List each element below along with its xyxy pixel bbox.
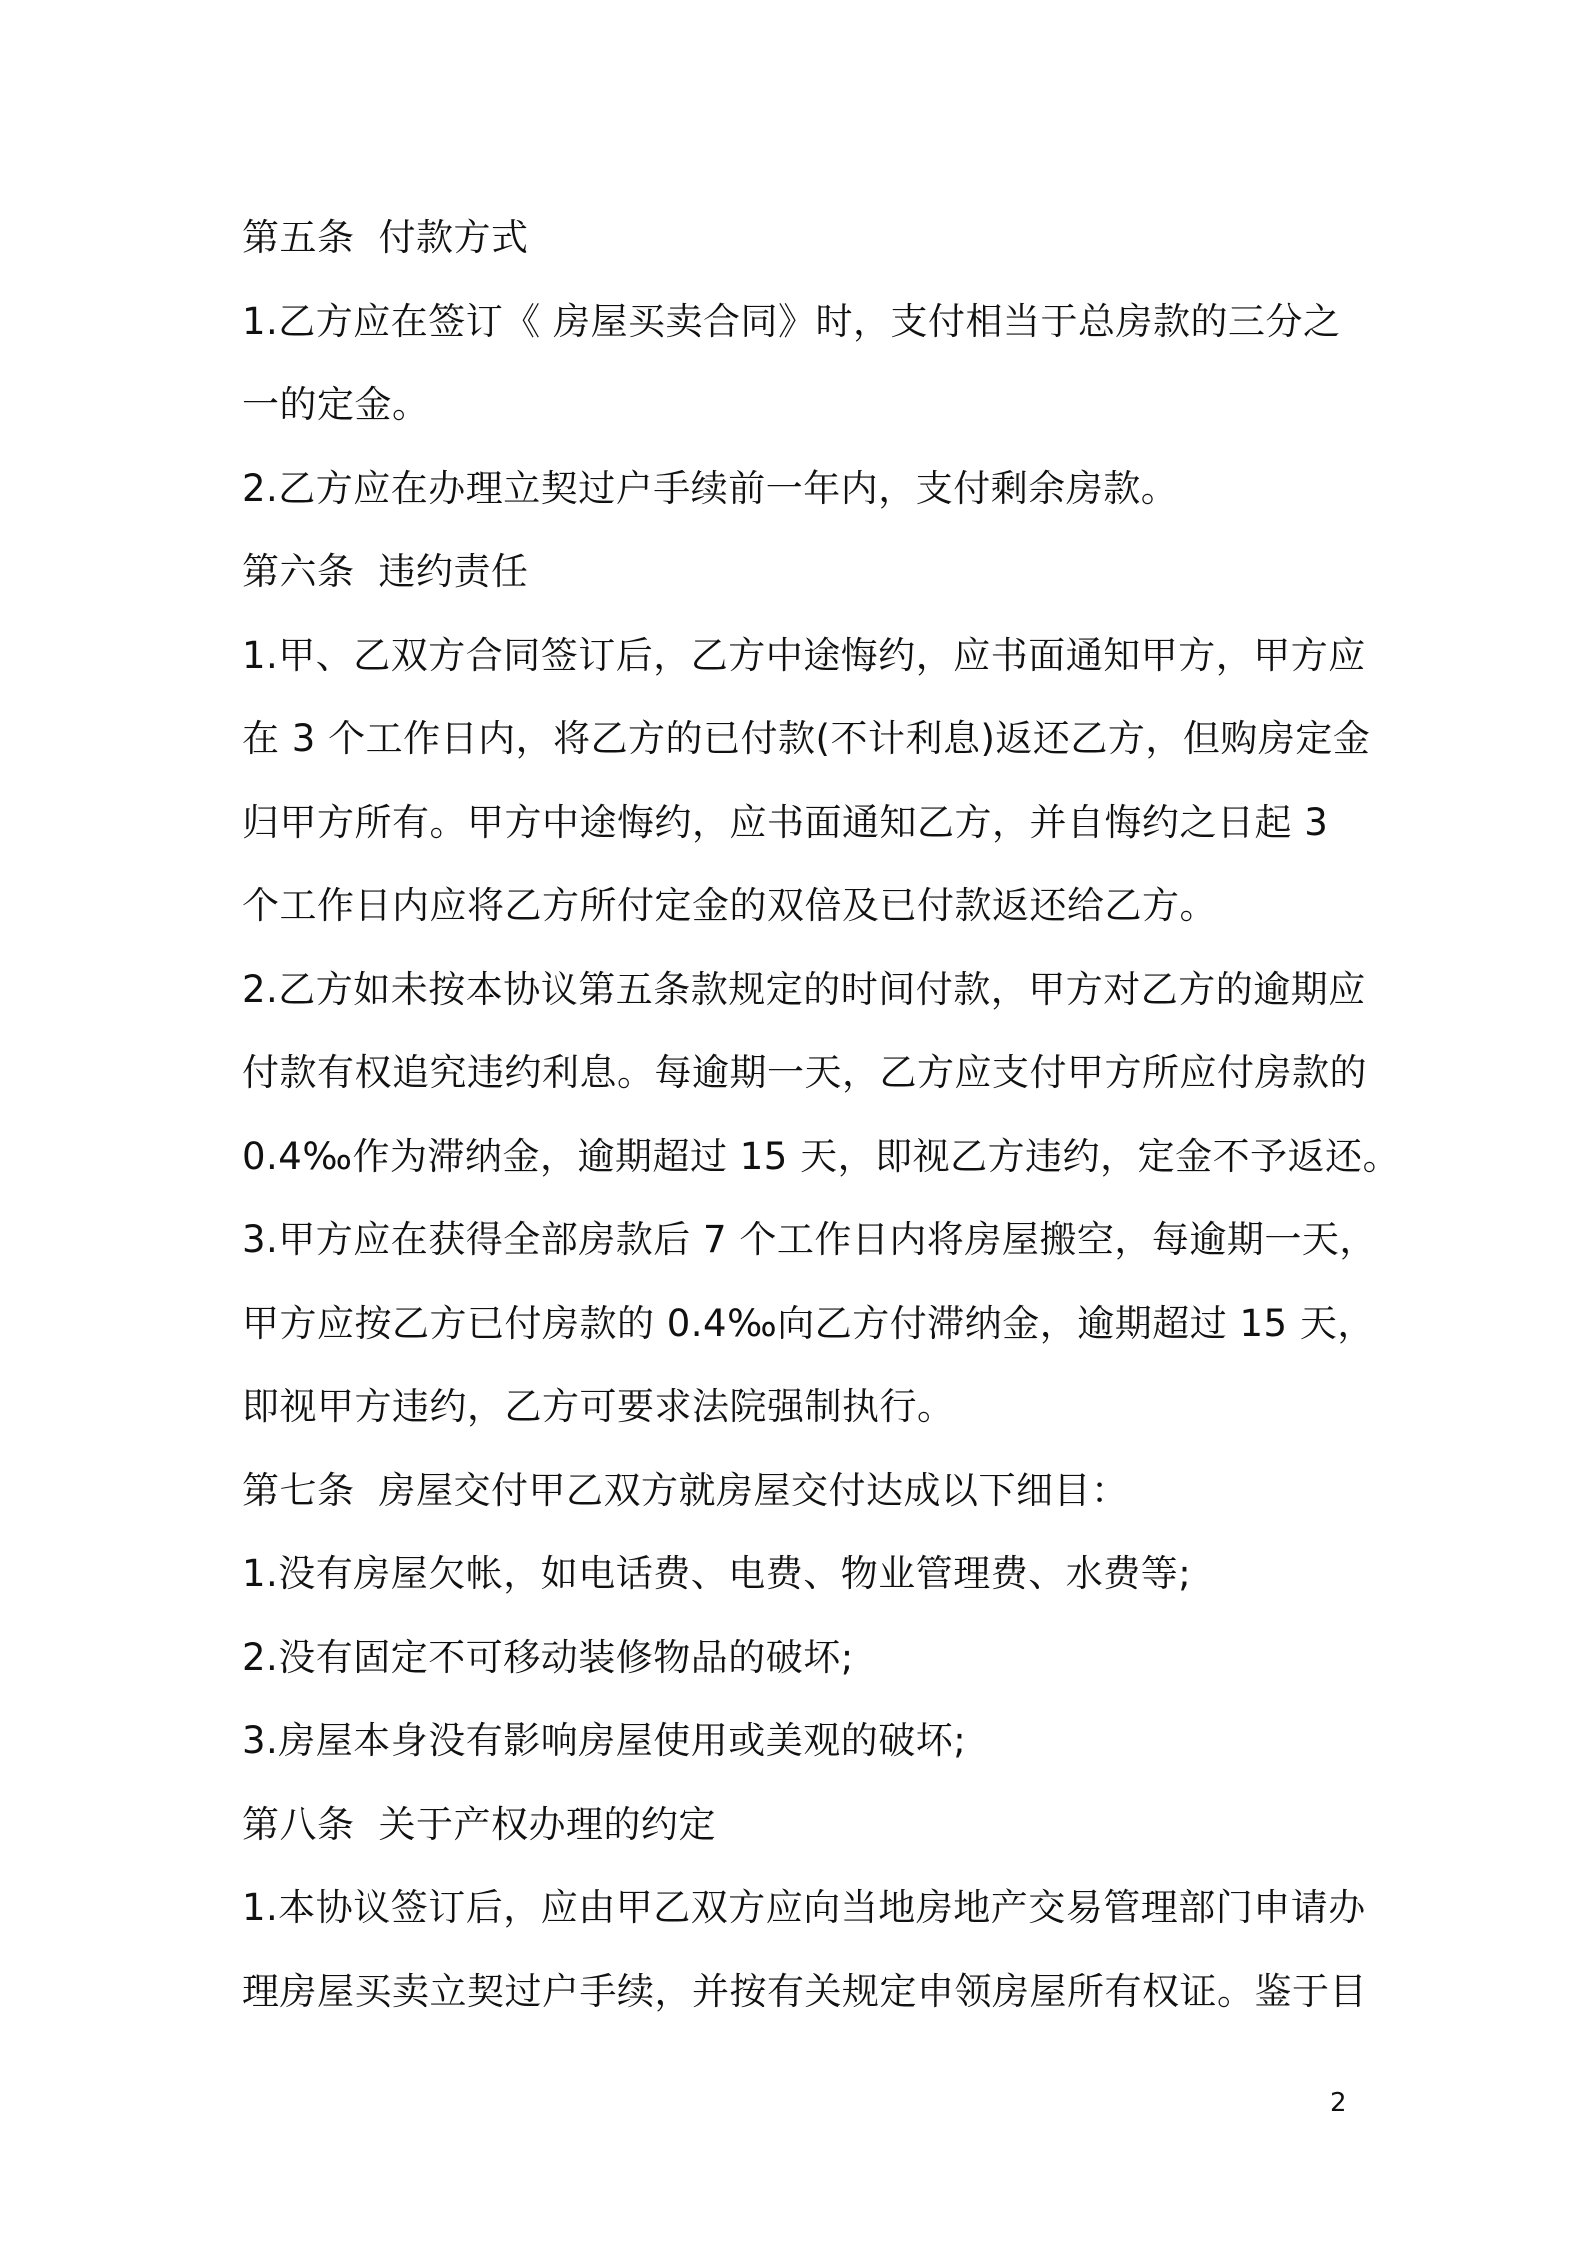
article-title: 付款方式 (378, 216, 529, 259)
document-body (242, 196, 1401, 2033)
text-line: 1.本协议签订后，应由甲乙双方应向当地房地产交易管理部门申请办 (242, 1886, 1366, 1929)
text-line: 1.乙方应在签订《 房屋买卖合同》时，支付相当于总房款的三分之 (242, 299, 1341, 343)
text-line: 甲方应按乙方已付房款的 0.4‰向乙方付滞纳金，逾期超过 15 天， (242, 1301, 1375, 1345)
text-line: 3.甲方应在获得全部房款后 7 个工作日内将房屋搬空，每逾期一天， (242, 1218, 1377, 1261)
text-line: 个工作日内应将乙方所付定金的双倍及已付款返还给乙方。 (242, 884, 1217, 927)
article-number: 第六条 (242, 550, 355, 593)
article-title: 关于产权办理的约定 (378, 1802, 716, 1846)
text-line: 一的定金。 (242, 383, 430, 426)
text-line: 即视甲方违约，乙方可要求法院强制执行。 (242, 1385, 955, 1428)
article-number: 第八条 (242, 1802, 355, 1846)
text-line: 3.房屋本身没有影响房屋使用或美观的破坏; (242, 1719, 967, 1762)
text-line: 付款有权追究违约利息。每逾期一天，乙方应支付甲方所应付房款的 (242, 1051, 1367, 1094)
text-line: 在 3 个工作日内，将乙方的已付款(不计利息)返还乙方，但购房定金 (242, 717, 1371, 760)
text-line: 2.乙方应在办理立契过户手续前一年内，支付剩余房款。 (242, 466, 1179, 510)
text-line: 1.甲、乙双方合同签订后，乙方中途悔约，应书面通知甲方，甲方应 (242, 633, 1366, 677)
text-line: 0.4‰作为滞纳金，逾期超过 15 天，即视乙方违约，定金不予返还。 (242, 1134, 1401, 1178)
article-6-heading (242, 530, 1352, 614)
article-number: 第五条 (242, 216, 355, 259)
text-line: 归甲方所有。甲方中途悔约，应书面通知乙方，并自悔约之日起 3 (242, 800, 1329, 844)
article-7-heading (242, 1449, 1352, 1533)
text-line: 2.乙方如未按本协议第五条款规定的时间付款，甲方对乙方的逾期应 (242, 967, 1366, 1011)
text-line: 2.没有固定不可移动装修物品的破坏; (242, 1635, 854, 1679)
article-5-heading (242, 196, 1352, 280)
article-title: 违约责任 (378, 550, 529, 593)
article-title: 房屋交付甲乙双方就房屋交付达成以下细目： (378, 1468, 1129, 1512)
text-line: 理房屋买卖立契过户手续，并按有关规定申领房屋所有权证。鉴于目 (242, 1969, 1367, 2013)
article-number: 第七条 (242, 1468, 355, 1512)
page-number: 2 (1330, 2088, 1347, 2118)
article-8-heading (242, 1783, 1352, 1867)
text-line: 1.没有房屋欠帐，如电话费、电费、物业管理费、水费等; (242, 1552, 1192, 1595)
